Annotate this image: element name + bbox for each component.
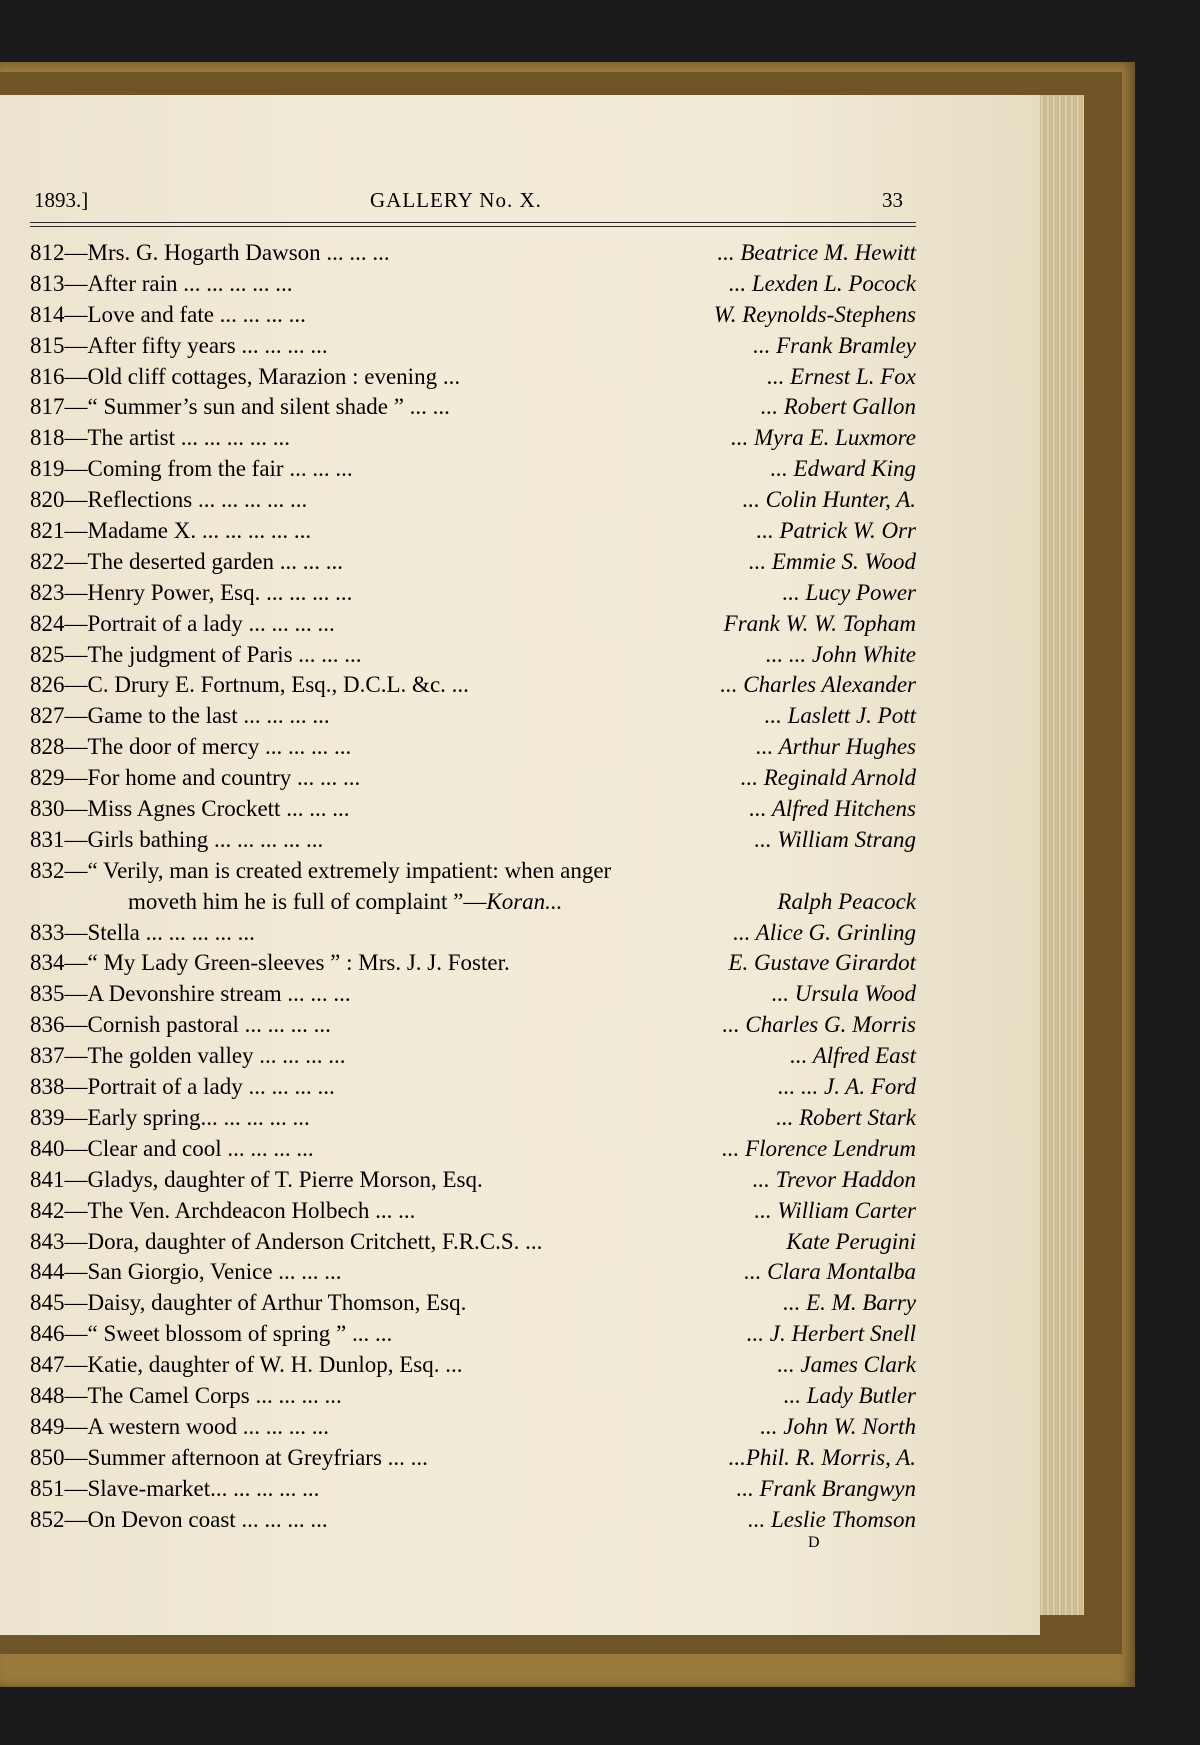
entry-title: 829—For home and country ... ... ... (30, 765, 361, 791)
entry-title: 813—After rain ... ... ... ... ... (30, 270, 293, 296)
entry-title: 815—After fifty years ... ... ... ... (30, 332, 328, 358)
entry-artist: ... Lady Butler (783, 1382, 916, 1408)
catalogue-entry (30, 1412, 916, 1443)
catalogue-entry (30, 732, 916, 763)
entry-artist: ... Frank Bramley (753, 332, 916, 358)
entry-artist: W. Reynolds-Stephens (713, 301, 916, 327)
entry-title: 840—Clear and cool ... ... ... ... (30, 1135, 314, 1161)
entry-title: 828—The door of mercy ... ... ... ... (30, 734, 352, 760)
entry-artist: ... William Carter (754, 1197, 916, 1223)
entry-title: 832—“ Verily, man is created extremely impatient: when anger (30, 857, 612, 883)
catalogue-entry (30, 1350, 916, 1381)
catalogue-entry (30, 1103, 916, 1134)
entry-artist: ... James Clark (777, 1352, 916, 1378)
entry-artist: ... Emmie S. Wood (748, 548, 916, 574)
entry-artist: ... ... J. A. Ford (778, 1074, 916, 1100)
entry-title: 823—Henry Power, Esq. ... ... ... ... (30, 579, 353, 605)
catalogue-entry (30, 331, 916, 362)
entry-title: 847—Katie, daughter of W. H. Dunlop, Esq. ... (30, 1352, 463, 1378)
catalogue-entry (30, 485, 916, 516)
entry-title: 825—The judgment of Paris ... ... ... (30, 641, 362, 667)
entry-title: 838—Portrait of a lady ... ... ... ... (30, 1074, 335, 1100)
catalogue-entry (30, 918, 916, 949)
entry-title: 822—The deserted garden ... ... ... (30, 548, 343, 574)
entry-artist: ... Leslie Thomson (747, 1506, 916, 1532)
entry-title: 846—“ Sweet blossom of spring ” ... ... (30, 1321, 393, 1347)
entry-artist: ... William Strang (754, 826, 916, 852)
entry-artist: ... Lucy Power (782, 579, 916, 605)
entry-title: 849—A western wood ... ... ... ... (30, 1413, 329, 1439)
entry-artist: ... Laslett J. Pott (764, 703, 916, 729)
entry-title: 833—Stella ... ... ... ... ... (30, 919, 255, 945)
catalogue-entry (30, 238, 916, 269)
running-head (34, 188, 914, 224)
catalogue-entry (30, 794, 916, 825)
entry-artist: ... Lexden L. Pocock (728, 270, 916, 296)
entry-title: 830—Miss Agnes Crockett ... ... ... (30, 796, 350, 822)
entry-continuation (128, 887, 562, 917)
entry-artist: ... Reginald Arnold (740, 765, 916, 791)
entry-title: 837—The golden valley ... ... ... ... (30, 1043, 346, 1069)
catalogue-entry (30, 887, 916, 918)
catalogue-entry (30, 454, 916, 485)
entry-artist: ...Phil. R. Morris, A. (728, 1444, 916, 1470)
catalogue-entry (30, 856, 916, 887)
entry-artist: E. Gustave Girardot (728, 950, 916, 976)
entry-artist: ... Alfred Hitchens (749, 796, 916, 822)
entry-artist: ... Edward King (770, 456, 916, 482)
entry-title: 851—Slave-market... ... ... ... ... (30, 1475, 320, 1501)
entry-artist: ... Charles Alexander (720, 672, 916, 698)
catalogue-entry (30, 609, 916, 640)
catalogue-entry (30, 1443, 916, 1474)
catalogue-entry (30, 547, 916, 578)
entry-artist: ... Ernest L. Fox (767, 363, 916, 389)
catalogue-entry (30, 948, 916, 979)
catalogue-entry (30, 1165, 916, 1196)
catalogue-entry (30, 1257, 916, 1288)
catalogue-entries (30, 238, 916, 1535)
entry-title: 820—Reflections ... ... ... ... ... (30, 487, 308, 513)
catalogue-entry (30, 825, 916, 856)
catalogue-entry (30, 1505, 916, 1536)
entry-title: 831—Girls bathing ... ... ... ... ... (30, 826, 324, 852)
entry-artist: ... Frank Brangwyn (736, 1475, 916, 1501)
entry-artist: ... John W. North (760, 1413, 916, 1439)
catalogue-entry (30, 1010, 916, 1041)
entry-artist: ... Robert Gallon (760, 394, 916, 420)
header-rule (30, 222, 916, 227)
catalogue-entry (30, 362, 916, 393)
entry-artist: ... Ursula Wood (771, 981, 916, 1007)
catalogue-entry (30, 763, 916, 794)
entry-artist: ... Charles G. Morris (722, 1012, 916, 1038)
entry-artist: ... Robert Stark (776, 1104, 916, 1130)
catalogue-entry (30, 269, 916, 300)
catalogue-entry (30, 516, 916, 547)
entry-artist: ... Arthur Hughes (756, 734, 916, 760)
entry-artist: ... Alice G. Grinling (733, 919, 916, 945)
entry-title: 852—On Devon coast ... ... ... ... (30, 1506, 328, 1532)
entry-title: 821—Madame X. ... ... ... ... ... (30, 518, 312, 544)
entry-title: 842—The Ven. Archdeacon Holbech ... ... (30, 1197, 416, 1223)
entry-title: 819—Coming from the fair ... ... ... (30, 456, 353, 482)
entry-title: 844—San Giorgio, Venice ... ... ... (30, 1259, 342, 1285)
entry-artist: ... Myra E. Luxmore (730, 425, 916, 451)
entry-artist: ... Alfred East (790, 1043, 916, 1069)
catalogue-entry (30, 300, 916, 331)
entry-artist: ... J. Herbert Snell (746, 1321, 916, 1347)
entry-title: 817—“ Summer’s sun and silent shade ” ... ... (30, 394, 450, 420)
entry-artist: ... Colin Hunter, A. (742, 487, 916, 513)
entry-title: 841—Gladys, daughter of T. Pierre Morson, Esq. (30, 1166, 483, 1192)
entry-artist: ... Patrick W. Orr (756, 518, 916, 544)
catalogue-entry (30, 1196, 916, 1227)
entry-title: 826—C. Drury E. Fortnum, Esq., D.C.L. &c. ... (30, 672, 469, 698)
catalogue-entry (30, 979, 916, 1010)
catalogue-entry (30, 670, 916, 701)
catalogue-entry (30, 1072, 916, 1103)
catalogue-entry (30, 1474, 916, 1505)
catalogue-entry (30, 701, 916, 732)
entry-title: 848—The Camel Corps ... ... ... ... (30, 1382, 342, 1408)
catalogue-entry (30, 423, 916, 454)
header-year: 1893.] (34, 188, 89, 212)
entry-artist: ... Clara Montalba (744, 1259, 916, 1285)
entry-artist: ... ... John White (765, 641, 916, 667)
entry-title: 850—Summer afternoon at Greyfriars ... ... (30, 1444, 428, 1470)
catalogue-entry (30, 1134, 916, 1165)
catalogue-entry (30, 1041, 916, 1072)
entry-artist: ... Beatrice M. Hewitt (717, 240, 916, 265)
page-number: 33 (882, 188, 903, 212)
continuation-text: moveth him he is full of complaint ”— (128, 888, 487, 914)
catalogue-entry (30, 392, 916, 423)
catalogue-entry (30, 1381, 916, 1412)
catalogue-entry (30, 1319, 916, 1350)
entry-title: 834—“ My Lady Green-sleeves ” : Mrs. J. J. Foster. (30, 950, 510, 976)
continuation-source: Koran... (486, 888, 563, 914)
catalogue-entry (30, 1227, 916, 1258)
entry-title: 824—Portrait of a lady ... ... ... ... (30, 610, 335, 636)
entry-title: 814—Love and fate ... ... ... ... (30, 301, 306, 327)
entry-title: 836—Cornish pastoral ... ... ... ... (30, 1012, 331, 1038)
entry-title: 839—Early spring... ... ... ... ... (30, 1104, 310, 1130)
entry-artist: ... Florence Lendrum (722, 1135, 916, 1161)
catalogue-entry (30, 1288, 916, 1319)
entry-title: 827—Game to the last ... ... ... ... (30, 703, 330, 729)
entry-artist: Kate Perugini (786, 1228, 916, 1254)
entry-title: 845—Daisy, daughter of Arthur Thomson, Esq. (30, 1290, 467, 1316)
entry-title: 812—Mrs. G. Hogarth Dawson ... ... ... (30, 240, 390, 265)
entry-artist: Ralph Peacock (777, 888, 916, 914)
signature-mark: D (808, 1534, 820, 1551)
catalogue-entry (30, 578, 916, 609)
entry-title: 835—A Devonshire stream ... ... ... (30, 981, 351, 1007)
entry-artist: ... E. M. Barry (783, 1290, 916, 1316)
catalogue-entry (30, 640, 916, 671)
entry-title: 818—The artist ... ... ... ... ... (30, 425, 290, 451)
entry-artist: ... Trevor Haddon (752, 1166, 916, 1192)
header-gallery: GALLERY No. X. (370, 188, 542, 212)
entry-title: 816—Old cliff cottages, Marazion : evening ... (30, 363, 461, 389)
entry-artist: Frank W. W. Topham (723, 610, 916, 636)
entry-title: 843—Dora, daughter of Anderson Critchett, F.R.C.S. ... (30, 1228, 543, 1254)
